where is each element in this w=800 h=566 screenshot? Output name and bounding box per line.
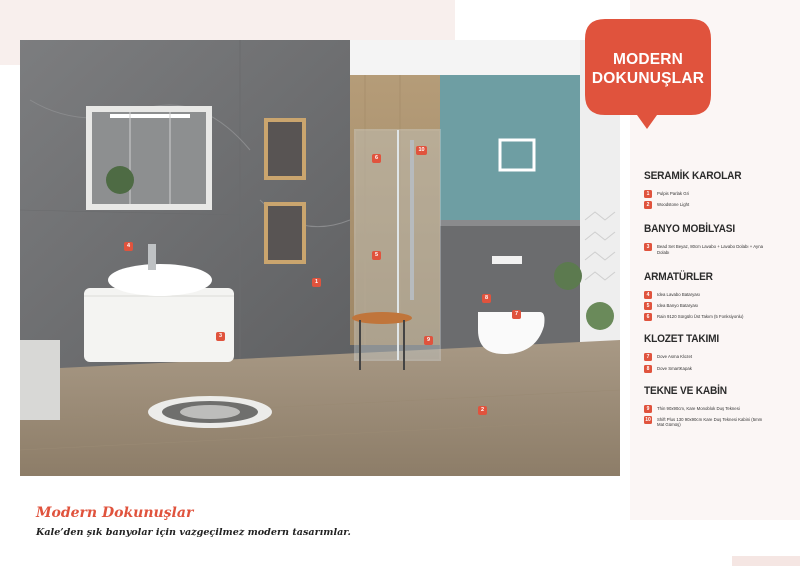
photo-marker: 1: [312, 278, 321, 287]
item-number: 7: [644, 353, 652, 361]
photo-marker: 7: [512, 310, 521, 319]
item-text: Idea Banyo Bataryası: [657, 303, 699, 309]
item-text: Thin 90x90cm, Kare Monoblok Duş Teknesi: [657, 405, 740, 411]
legend-item: [644, 417, 764, 427]
photo-marker: 10: [416, 146, 427, 155]
legend-item: [644, 303, 794, 308]
photo-marker: 6: [372, 154, 381, 163]
legend-section: [644, 170, 794, 207]
caption-title: Modern Dokunuşlar: [36, 505, 194, 521]
legend-item: [644, 354, 794, 359]
item-number: 8: [644, 365, 652, 373]
product-legend: [644, 170, 794, 427]
photo-marker: 9: [424, 336, 433, 345]
item-text: Dove Asma Klozet: [657, 354, 693, 360]
bathroom-illustration: [20, 40, 620, 476]
item-number: 4: [644, 291, 652, 299]
photo-marker: 4: [124, 242, 133, 251]
item-text: Rain 9120 Sürgülü Üst Takım (5 Fonksiyonlu): [657, 314, 744, 320]
section-title: ARMATÜRLER: [644, 270, 713, 283]
photo-marker: 8: [482, 294, 491, 303]
item-number: 6: [644, 313, 652, 321]
legend-item: [644, 191, 794, 196]
badge-title: [585, 50, 711, 88]
item-number: 3: [644, 243, 652, 251]
badge-title-line1: MODERN: [612, 51, 684, 68]
title-badge: [585, 19, 711, 131]
section-title: TEKNE VE KABİN: [644, 384, 727, 397]
item-number: 9: [644, 405, 652, 413]
item-text: Bead Set Beyaz, 80cm Lavabo + Lavabo Dolabı + Ayna Dolabı: [657, 244, 763, 255]
photo-marker: 2: [478, 406, 487, 415]
legend-item: [644, 202, 794, 207]
bathroom-photo: [20, 40, 620, 476]
legend-item: [644, 406, 794, 411]
section-title: SERAMİK KAROLAR: [644, 170, 742, 182]
caption-subtitle: Kale’den şık banyolar için vazgeçilmez modern tasarımlar.: [36, 527, 351, 538]
item-text: Idea Lavabo Bataryası: [657, 291, 700, 297]
photo-marker: 3: [216, 332, 225, 341]
legend-item: [644, 314, 794, 319]
legend-section: [644, 271, 794, 320]
item-text: Woodstone Light: [657, 202, 690, 208]
item-number: 2: [644, 201, 652, 209]
photo-marker: 5: [372, 251, 381, 260]
item-number: 10: [645, 417, 651, 424]
item-text: Dove SmartKapak: [657, 365, 692, 371]
section-title: BANYO MOBİLYASI: [644, 223, 735, 236]
page-bottom-tab: [732, 556, 800, 566]
section-title: KLOZET TAKIMI: [644, 333, 720, 346]
item-number: 5: [644, 302, 652, 310]
item-text: Pulpis Parlak Gri: [657, 191, 689, 196]
legend-section: [644, 223, 794, 254]
legend-section: [644, 333, 794, 370]
legend-item: [644, 366, 794, 371]
legend-item: [644, 292, 794, 297]
badge-title-line2: DOKUNUŞLAR: [591, 70, 705, 87]
legend-section: [644, 385, 794, 428]
item-number: 1: [644, 190, 652, 198]
legend-item: [644, 244, 764, 254]
item-text: Shift Plus 130 90x90cm Kare Duş Teknesi Kabini (5mm Mat Gümüş): [657, 417, 763, 428]
